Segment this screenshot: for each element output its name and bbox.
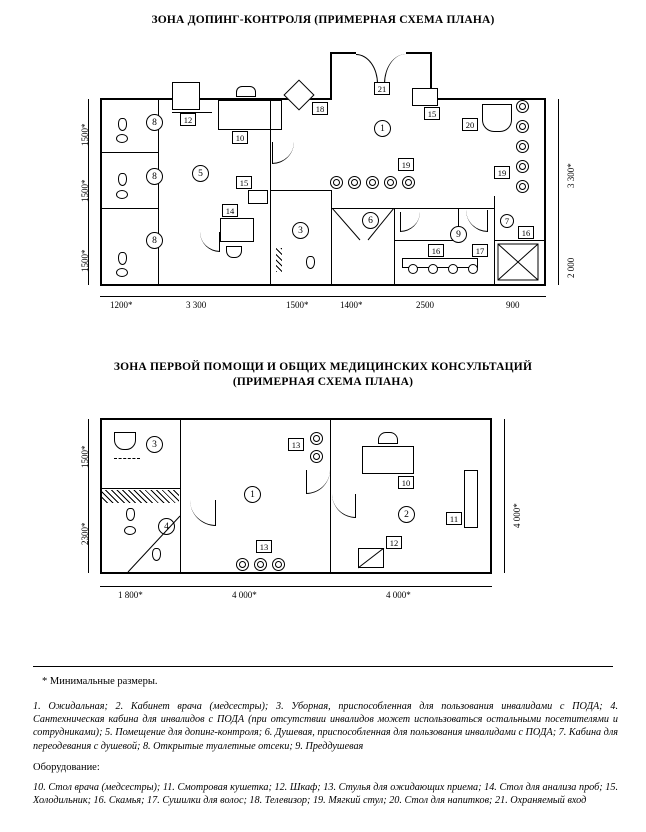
plan2-title-line2: (ПРИМЕРНАЯ СХЕМА ПЛАНА) bbox=[232, 376, 414, 388]
plan1-dim-bottom-1: 1200* bbox=[110, 300, 133, 310]
plan2-dim-bottom-3: 4 000* bbox=[386, 590, 411, 600]
plan2-room-num-1: 1 bbox=[244, 486, 261, 503]
plan1-room-num-8c: 8 bbox=[146, 232, 163, 249]
plan2-dim-left-2: 2300* bbox=[80, 522, 90, 545]
plan2-dim-right-1: 4 000* bbox=[512, 503, 522, 528]
plan1-label-14: 14 bbox=[222, 204, 238, 217]
plan1-room-num-6: 6 bbox=[362, 212, 379, 229]
footnote-rule bbox=[33, 666, 613, 667]
plan2-corner-diag bbox=[100, 500, 182, 574]
plan2-room-num-2: 2 bbox=[398, 506, 415, 523]
plan2-seat-t2 bbox=[310, 450, 323, 463]
plan1-room-num-9: 9 bbox=[450, 226, 467, 243]
plan2-dim-bottom-2: 4 000* bbox=[232, 590, 257, 600]
plan2-seat-t1 bbox=[310, 432, 323, 445]
plan1-room-num-8a: 8 bbox=[146, 114, 163, 131]
plan2-dim-bottom-1: 1 800* bbox=[118, 590, 143, 600]
plan1-label-19c: 19 bbox=[494, 166, 510, 179]
plan2-label-13b: 13 bbox=[256, 540, 272, 553]
plan1-dim-bottom-4: 1400* bbox=[340, 300, 363, 310]
plan2-seat-b1 bbox=[236, 558, 249, 571]
plan2-wc3-fixture bbox=[114, 432, 136, 450]
plan2-wall-v2 bbox=[330, 419, 331, 573]
plan1-dim-bottom-5: 2500 bbox=[416, 300, 434, 310]
plan2-cabinet-diag bbox=[358, 548, 386, 570]
plan2-label-11: 11 bbox=[446, 512, 462, 525]
plan2-seat-b3 bbox=[272, 558, 285, 571]
plan1-label-21: 21 bbox=[374, 82, 390, 95]
plan2-title-line1: ЗОНА ПЕРВОЙ ПОМОЩИ И ОБЩИХ МЕДИЦИНСКИХ КОНСУЛЬТАЦИЙ bbox=[113, 361, 533, 373]
plan1-title: ЗОНА ДОПИНГ-КОНТРОЛЯ (ПРИМЕРНАЯ СХЕМА ПЛАНА) bbox=[151, 14, 495, 26]
plan2-room-num-3: 3 bbox=[146, 436, 163, 453]
plan1-room-num-3: 3 bbox=[292, 222, 309, 239]
plan1-dim-left-1: 1500* bbox=[80, 123, 90, 146]
plan1-label-10: 10 bbox=[232, 131, 248, 144]
plan2-dim-right-line bbox=[504, 419, 505, 573]
legend-equipment: 10. Стол врача (медсестры); 11. Смотровая кушетка; 12. Шкаф; 13. Стулья для ожидающих приема; 14. Стол для анализа проб; 15. Холодильник; 16. Скамья; 17. Сушилки для волос; 18. Телевизор; 19. Мягкий стул; 20. Стол для напитков; 21. Охраняемый вход bbox=[33, 782, 618, 807]
plan1-dim-right-2: 2 000 bbox=[566, 257, 576, 278]
plan1-room-num-8b: 8 bbox=[146, 168, 163, 185]
plan2-desk-10 bbox=[362, 446, 414, 474]
legend-rooms: 1. Ожидальная; 2. Кабинет врача (медсестры); 3. Уборная, приспособленная для пользования инвалидами с ПОДА; 4. Сантехническая кабина для инвалидов с ПОДА (при отсутствии инвалидов может использоваться остальными посетителями и сотрудниками); 5. Помещение для допинг-контроля; 6. Душевая, приспособленная для пользования инвалидами с ПОДА; 7. Кабина для переодевания с душевой; 8. Открытые туалетные отсеки; 9. Преддушевая bbox=[33, 701, 618, 752]
plan1-label-19a: 19 bbox=[398, 158, 414, 171]
plan1-dim-bottom-6: 900 bbox=[506, 300, 520, 310]
plan1-label-16a: 16 bbox=[428, 244, 444, 257]
footnote-min-dims: * Минимальные размеры. bbox=[42, 676, 158, 687]
plan2-dim-left-1: 1500* bbox=[80, 445, 90, 468]
plan1-label-17: 17 bbox=[472, 244, 488, 257]
plan2-chair-10 bbox=[378, 432, 398, 444]
plan1-dim-left-3: 1500* bbox=[80, 249, 90, 272]
legend-equipment-label: Оборудование: bbox=[33, 762, 100, 773]
plan2-label-10: 10 bbox=[398, 476, 414, 489]
plan1-label-18: 18 bbox=[312, 102, 328, 115]
plan2-dim-bottom-line bbox=[100, 586, 492, 587]
plan2-couch-11 bbox=[464, 470, 478, 528]
plan1-dim-left-2: 1500* bbox=[80, 179, 90, 202]
plan1-dim-right-1: 3 300* bbox=[566, 163, 576, 188]
plan1-label-15a: 15 bbox=[424, 107, 440, 120]
plan2-wall-h1 bbox=[100, 488, 180, 489]
plan2-label-13a: 13 bbox=[288, 438, 304, 451]
plan2-label-12: 12 bbox=[386, 536, 402, 549]
plan1-label-20: 20 bbox=[462, 118, 478, 131]
plan1-room-num-5: 5 bbox=[192, 165, 209, 182]
plan2-dim-left-line bbox=[88, 419, 89, 573]
plan2-wc3-dash bbox=[114, 458, 140, 459]
plan2-seat-b2 bbox=[254, 558, 267, 571]
plan1-label-12: 12 bbox=[180, 113, 196, 126]
plan1-dim-bottom-3: 1500* bbox=[286, 300, 309, 310]
plan2-room-num-4: 4 bbox=[158, 518, 175, 535]
plan1-label-16b: 16 bbox=[518, 226, 534, 239]
plan1-label-15b: 15 bbox=[236, 176, 252, 189]
plan1-dim-bottom-2: 3 300 bbox=[186, 300, 207, 310]
plan1-room-num-7: 7 bbox=[500, 214, 514, 228]
plan1-room-num-1: 1 bbox=[374, 120, 391, 137]
